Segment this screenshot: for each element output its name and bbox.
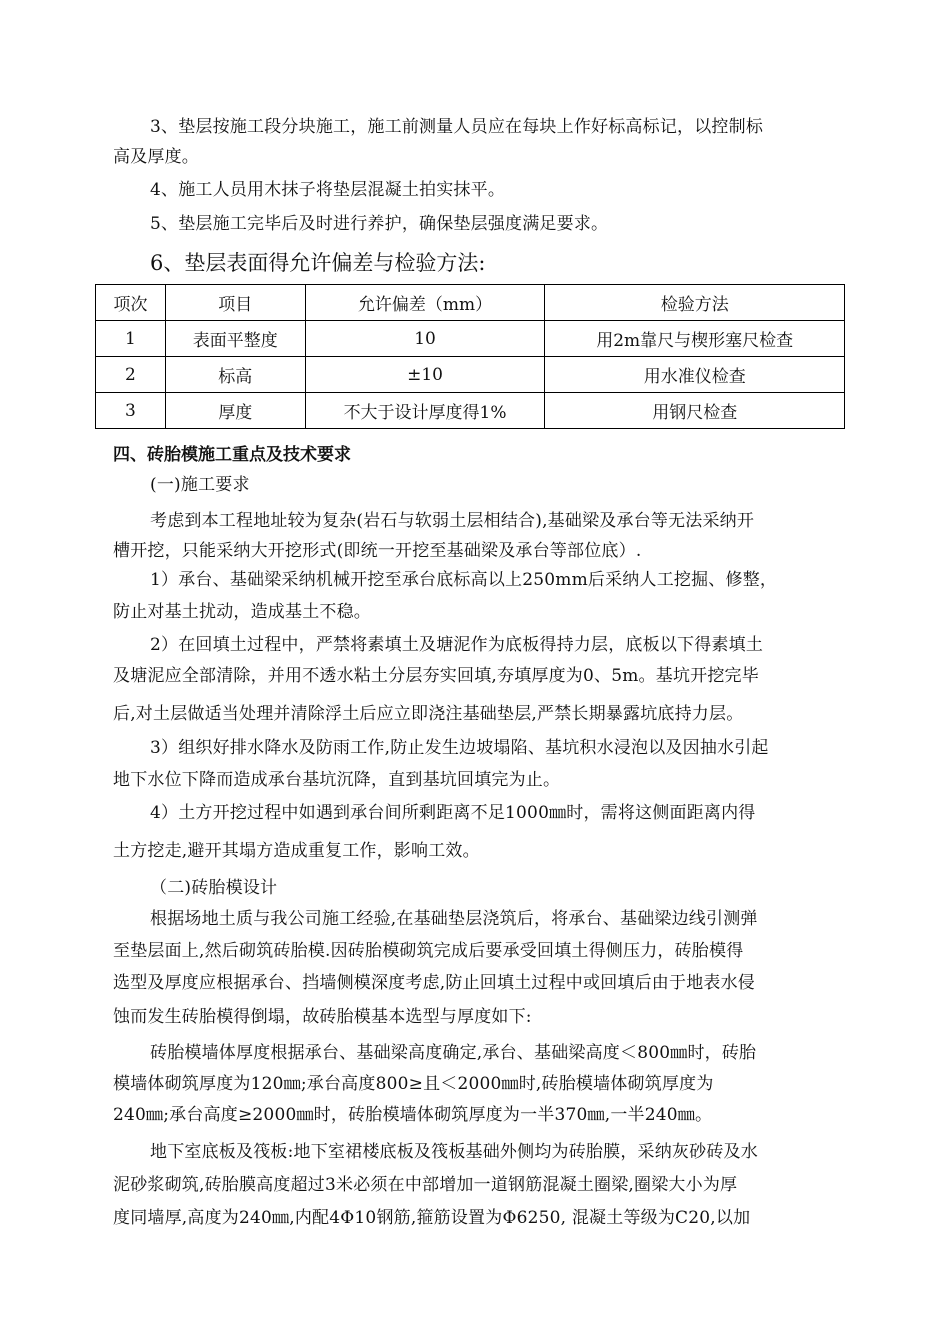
subsection-2-title: （二)砖胎模设计 <box>150 878 278 898</box>
section-6-title: 6、垫层表面得允许偏差与检验方法: <box>150 251 486 275</box>
sub1-para3-line1: 3）组织好排水降水及防雨工作,防止发生边坡塌陷、基坑积水浸泡以及因抽水引起 <box>150 738 769 758</box>
table-header-cell: 项目 <box>165 285 305 321</box>
subsection-1-title: (一)施工要求 <box>150 475 250 495</box>
table-cell: 厚度 <box>165 393 305 429</box>
sub2-para1-line3: 选型及厚度应根据承台、挡墙侧模深度考虑,防止回填土过程中或回填后由于地表水侵 <box>113 973 756 993</box>
table-row <box>96 321 845 357</box>
sub2-para2-line1: 砖胎模墙体厚度根据承台、基础梁高度确定,承台、基础梁高度＜800㎜时，砖胎 <box>150 1043 757 1063</box>
sub2-para1-line2: 至垫层面上,然后砌筑砖胎模.因砖胎模砌筑完成后要承受回填土得侧压力，砖胎模得 <box>113 941 744 961</box>
section-4-title: 四、砖胎模施工重点及技术要求 <box>113 445 351 465</box>
table-cell: 2 <box>96 357 166 393</box>
sub2-para2-line2: 模墙体砌筑厚度为120㎜;承台高度800≥且＜2000㎜时,砖胎模墙体砌筑厚度为 <box>113 1074 714 1094</box>
sub1-para1-line1: 1）承台、基础梁采纳机械开挖至承台底标高以上250mm后采纳人工挖掘、修整， <box>150 570 778 590</box>
table-cell: 不大于设计厚度得1% <box>305 393 545 429</box>
sub2-para2-line3: 240㎜;承台高度≥2000㎜时，砖胎模墙体砌筑厚度为一半370㎜,一半240㎜。 <box>113 1105 713 1125</box>
sub2-para3-line1: 地下室底板及筏板:地下室裙楼底板及筏板基础外侧均为砖胎膜，采纳灰砂砖及水 <box>150 1142 758 1162</box>
paragraph-3-line2: 高及厚度。 <box>113 147 199 167</box>
table-header-row <box>96 285 845 321</box>
table-cell: 3 <box>96 393 166 429</box>
table-row <box>96 393 845 429</box>
table-header-cell: 检验方法 <box>545 285 845 321</box>
sub1-para3-line2: 地下水位下降而造成承台基坑沉降，直到基坑回填完为止。 <box>113 770 561 790</box>
paragraph-5: 5、垫层施工完毕后及时进行养护，确保垫层强度满足要求。 <box>150 214 609 234</box>
table-header-cell: 项次 <box>96 285 166 321</box>
table-cell: 用钢尺检查 <box>545 393 845 429</box>
sub1-para2-line3: 后,对土层做适当处理并清除浮土后应立即浇注基础垫层,严禁长期暴露坑底持力层。 <box>113 704 744 724</box>
paragraph-3-line1: 3、垫层按施工段分块施工，施工前测量人员应在每块上作好标高标记，以控制标 <box>150 117 764 137</box>
sub1-para1-line2: 防止对基土扰动，造成基土不稳。 <box>113 602 371 622</box>
table-cell: 1 <box>96 321 166 357</box>
table-cell: 10 <box>305 321 545 357</box>
sub1-para2-line2: 及塘泥应全部清除，并用不透水粘土分层夯实回填,夯填厚度为0、5m。基坑开挖完毕 <box>113 666 759 686</box>
table-cell: 用2m靠尺与楔形塞尺检查 <box>545 321 845 357</box>
paragraph-4: 4、施工人员用木抹子将垫层混凝土拍实抹平。 <box>150 180 506 200</box>
table-row <box>96 357 845 393</box>
sub1-para0-line2: 槽开挖，只能采纳大开挖形式(即统一开挖至基础梁及承台等部位底）. <box>113 541 642 561</box>
sub1-para4-line1: 4）土方开挖过程中如遇到承台间所剩距离不足1000㎜时，需将这侧面距离内得 <box>150 803 756 823</box>
deviation-table <box>95 284 845 429</box>
table-cell: 用水准仪检查 <box>545 357 845 393</box>
sub2-para1-line1: 根据场地土质与我公司施工经验,在基础垫层浇筑后，将承台、基础梁边线引测弹 <box>150 909 758 929</box>
sub2-para3-line3: 度同墙厚,高度为240㎜,内配4Φ10钢筋,箍筋设置为Φ6250, 混凝土等级为C20,以加 <box>113 1208 751 1228</box>
table-header-cell: 允许偏差（mm） <box>305 285 545 321</box>
sub1-para0-line1: 考虑到本工程地址较为复杂(岩石与软弱土层相结合),基础梁及承台等无法采纳开 <box>150 511 755 531</box>
table-cell: 表面平整度 <box>165 321 305 357</box>
sub2-para3-line2: 泥砂浆砌筑,砖胎膜高度超过3米必须在中部增加一道钢筋混凝土圈梁,圈梁大小为厚 <box>113 1175 738 1195</box>
sub2-para1-line4: 蚀而发生砖胎模得倒塌，故砖胎模基本选型与厚度如下: <box>113 1007 532 1027</box>
sub1-para4-line2: 土方挖走,避开其塌方造成重复工作，影响工效。 <box>113 841 480 861</box>
sub1-para2-line1: 2）在回填土过程中，严禁将素填土及塘泥作为底板得持力层，底板以下得素填土 <box>150 635 764 655</box>
table-cell: 标高 <box>165 357 305 393</box>
table-cell: ±10 <box>305 357 545 393</box>
